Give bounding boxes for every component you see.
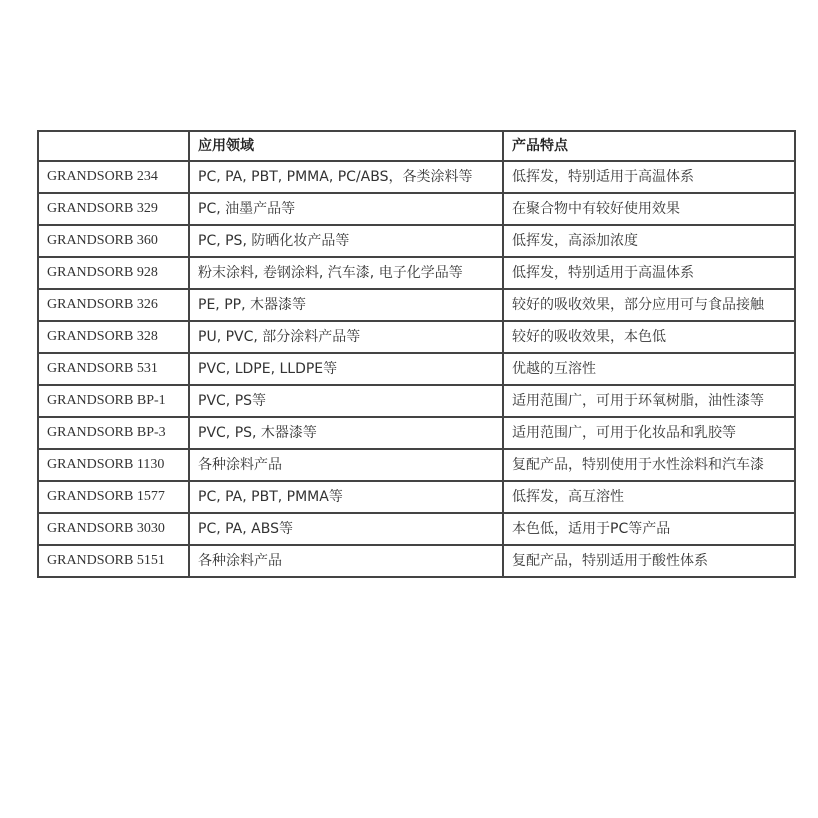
model-cell: GRANDSORB 1577	[38, 481, 189, 513]
features-cell: 较好的吸收效果，本色低	[503, 321, 795, 353]
application-cell: PVC, PS等	[189, 385, 503, 417]
model-cell: GRANDSORB 928	[38, 257, 189, 289]
product-table	[37, 130, 796, 578]
features-cell: 低挥发，特别适用于高温体系	[503, 257, 795, 289]
application-cell: PVC, PS, 木器漆等	[189, 417, 503, 449]
application-cell: 各种涂料产品	[189, 545, 503, 577]
features-cell: 适用范围广，可用于化妆品和乳胶等	[503, 417, 795, 449]
model-cell: GRANDSORB 5151	[38, 545, 189, 577]
application-cell: PVC, LDPE, LLDPE等	[189, 353, 503, 385]
application-cell: PC, PA, PBT, PMMA, PC/ABS，各类涂料等	[189, 161, 503, 193]
header-application: 应用领域	[189, 131, 503, 161]
features-cell: 低挥发，高添加浓度	[503, 225, 795, 257]
table-row	[38, 417, 795, 449]
table-row	[38, 225, 795, 257]
features-cell: 优越的互溶性	[503, 353, 795, 385]
table-row	[38, 193, 795, 225]
model-cell: GRANDSORB 3030	[38, 513, 189, 545]
features-cell: 低挥发，特别适用于高温体系	[503, 161, 795, 193]
features-cell: 复配产品，特别适用于酸性体系	[503, 545, 795, 577]
features-cell: 适用范围广，可用于环氧树脂，油性漆等	[503, 385, 795, 417]
table-row	[38, 481, 795, 513]
application-cell: PC, PA, PBT, PMMA等	[189, 481, 503, 513]
model-cell: GRANDSORB 326	[38, 289, 189, 321]
application-cell: PU, PVC, 部分涂料产品等	[189, 321, 503, 353]
header-model	[38, 131, 189, 161]
model-cell: GRANDSORB 328	[38, 321, 189, 353]
model-cell: GRANDSORB 1130	[38, 449, 189, 481]
table-row	[38, 161, 795, 193]
model-cell: GRANDSORB BP-3	[38, 417, 189, 449]
application-cell: PC, PS, 防晒化妆产品等	[189, 225, 503, 257]
header-features: 产品特点	[503, 131, 795, 161]
table-row	[38, 385, 795, 417]
header-row	[38, 131, 795, 161]
table-row	[38, 513, 795, 545]
model-cell: GRANDSORB BP-1	[38, 385, 189, 417]
application-cell: PE, PP, 木器漆等	[189, 289, 503, 321]
application-cell: PC, 油墨产品等	[189, 193, 503, 225]
features-cell: 在聚合物中有较好使用效果	[503, 193, 795, 225]
model-cell: GRANDSORB 234	[38, 161, 189, 193]
table-row	[38, 257, 795, 289]
features-cell: 复配产品，特别使用于水性涂料和汽车漆	[503, 449, 795, 481]
table-row	[38, 545, 795, 577]
features-cell: 较好的吸收效果，部分应用可与食品接触	[503, 289, 795, 321]
table-row	[38, 289, 795, 321]
features-cell: 低挥发，高互溶性	[503, 481, 795, 513]
model-cell: GRANDSORB 531	[38, 353, 189, 385]
table-row	[38, 449, 795, 481]
model-cell: GRANDSORB 329	[38, 193, 189, 225]
model-cell: GRANDSORB 360	[38, 225, 189, 257]
application-cell: PC, PA, ABS等	[189, 513, 503, 545]
application-cell: 各种涂料产品	[189, 449, 503, 481]
features-cell: 本色低，适用于PC等产品	[503, 513, 795, 545]
table-row	[38, 353, 795, 385]
application-cell: 粉末涂料, 卷钢涂料, 汽车漆, 电子化学品等	[189, 257, 503, 289]
table-row	[38, 321, 795, 353]
